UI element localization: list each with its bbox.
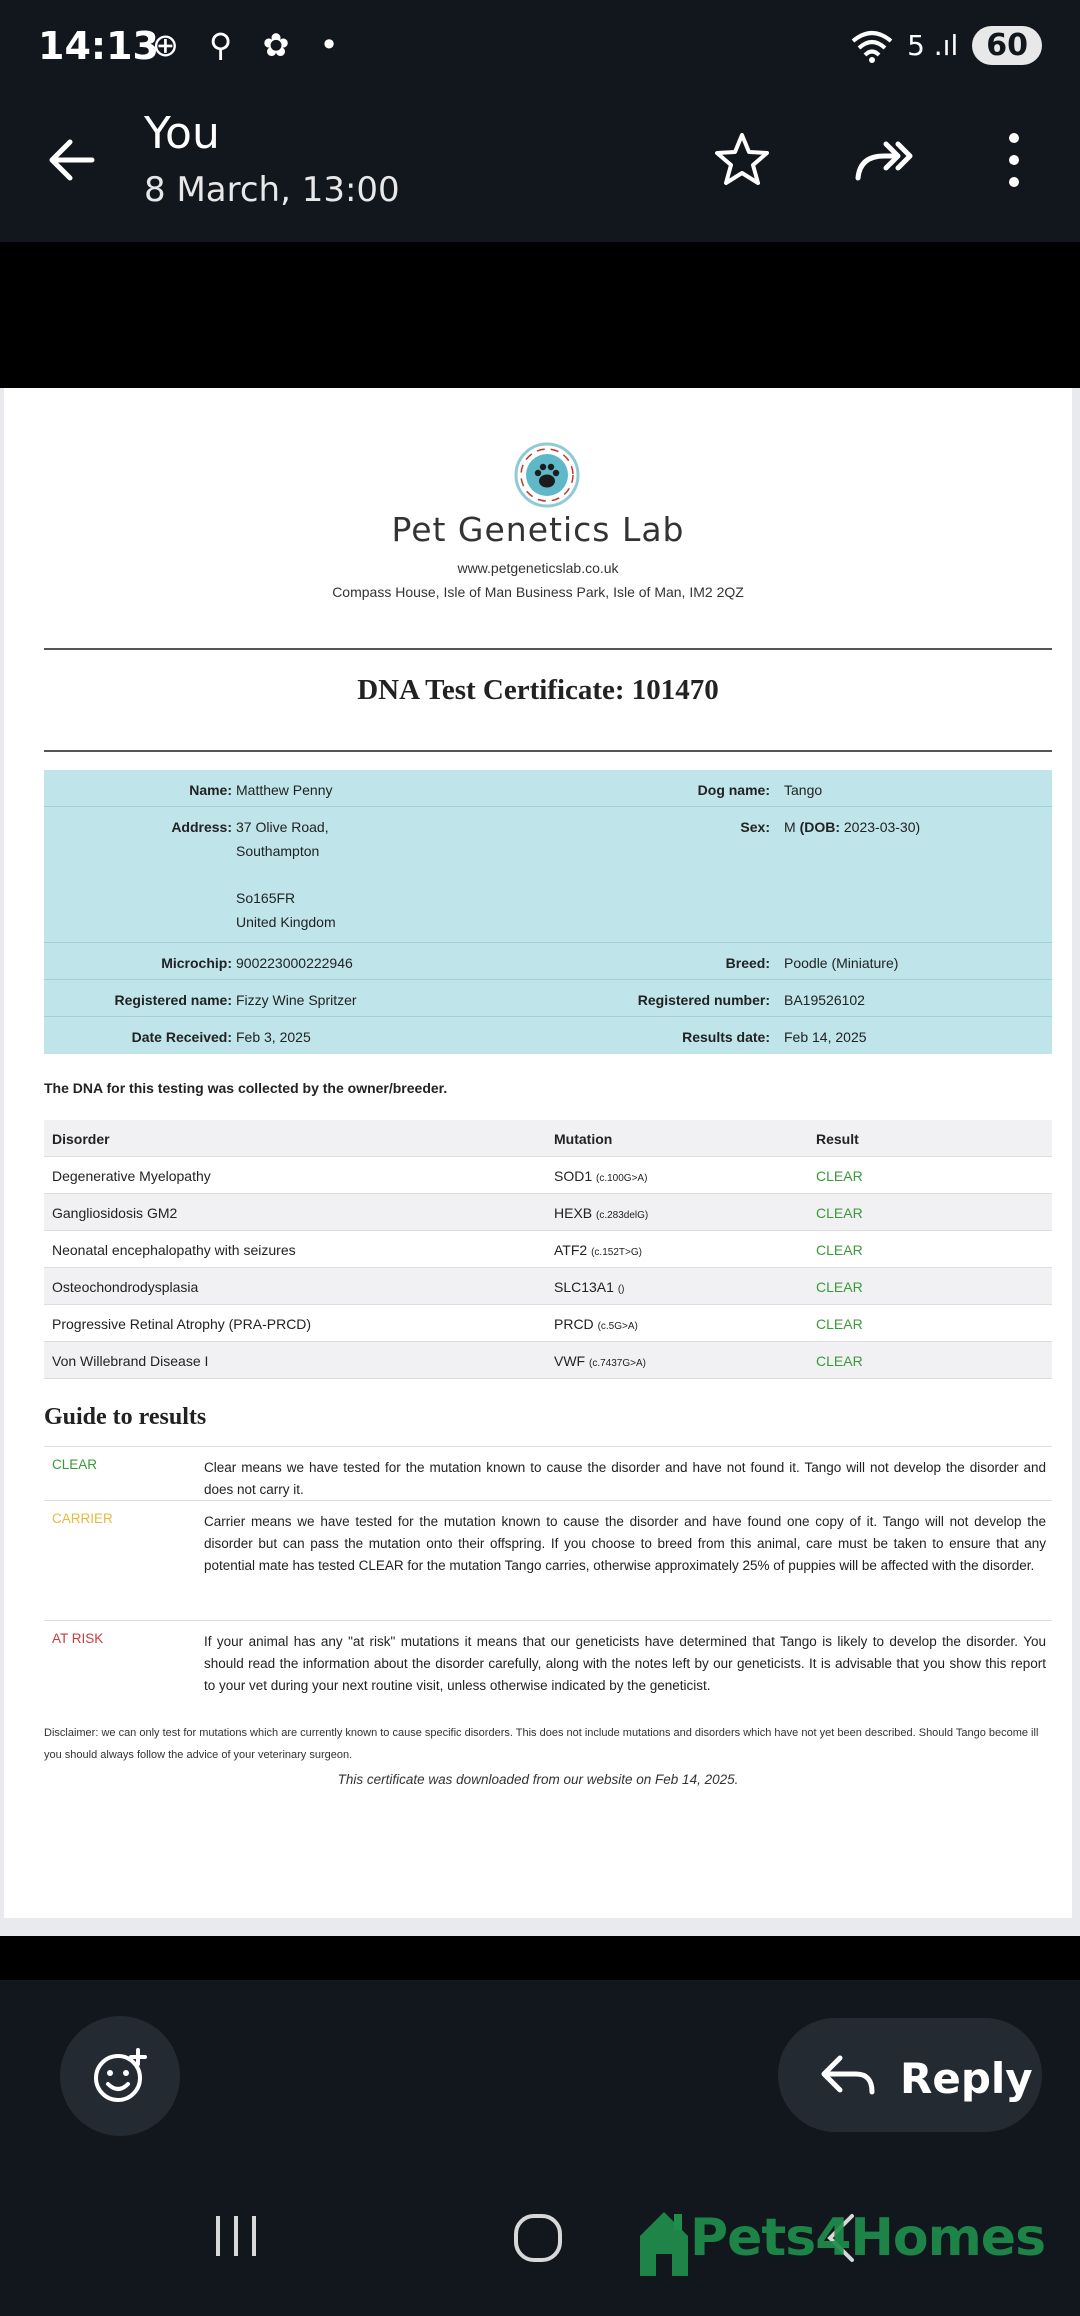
disorder-name: Progressive Retinal Atrophy (PRA-PRCD) (52, 1316, 312, 1332)
table-row (44, 1194, 1052, 1231)
result-badge: CLEAR (816, 1279, 863, 1295)
divider (44, 750, 1052, 752)
guide-term: CARRIER (52, 1511, 113, 1526)
date-received: Feb 3, 2025 (236, 1029, 311, 1045)
address-line: 37 Olive Road, (236, 819, 329, 835)
variant: (c.100G>A) (596, 1173, 648, 1184)
guide-term: CLEAR (52, 1457, 98, 1472)
info-row-name (44, 770, 1052, 807)
address-line: United Kingdom (236, 914, 336, 930)
collection-note: The DNA for this testing was collected by the owner/breeder. (44, 1080, 448, 1096)
result-badge: CLEAR (816, 1205, 863, 1221)
dog-name-label: Dog name: (697, 782, 770, 798)
house-logo-icon (636, 2206, 692, 2278)
guide-description: Carrier means we have tested for the mutation known to cause the disorder and have found one copy of it. Tango will not develop the disorder but can pass the mutation onto their offspring. If you choose to breed from this animal, care must be taken to ensure that any potential mate has tested CLEAR for the mutation Tango carries, otherwise approximately 25% of puppies will be affected with the disorder. (204, 1514, 1046, 1573)
disorder-name: Degenerative Myelopathy (52, 1168, 211, 1184)
breed-label: Breed: (725, 955, 770, 971)
variant: (c.5G>A) (597, 1321, 638, 1332)
microchip-value: 900223000222946 (236, 955, 353, 971)
disclaimer: Disclaimer: we can only test for mutations which are currently known to cause specific disorders. This does not include mutations and disorders which have not yet been described. Should Tango become ill you should always follow the advice of your veterinary surgeon. (44, 1727, 1039, 1761)
microchip-label: Microchip: (161, 955, 232, 971)
mutation (554, 1205, 648, 1221)
disorder-name: Von Willebrand Disease I (52, 1353, 209, 1369)
guide-description: Clear means we have tested for the mutation known to cause the disorder and have not found it. Tango will not develop the disorder and does not carry it. (204, 1460, 1046, 1497)
result-badge: CLEAR (816, 1242, 863, 1258)
wifi-icon (851, 29, 893, 63)
mutation (554, 1353, 646, 1369)
guide-row-clear (44, 1446, 1052, 1500)
disorder-name: Neonatal encephalopathy with seizures (52, 1242, 296, 1258)
gene: VWF (554, 1353, 586, 1369)
status-right (851, 26, 1042, 65)
owner-info-box (44, 770, 1052, 1054)
variant: (c.283delG) (596, 1210, 649, 1221)
registered-name: Fizzy Wine Spritzer (236, 992, 357, 1008)
guide-row-at-risk (44, 1620, 1052, 1702)
guide-term: AT RISK (52, 1631, 104, 1646)
results-table (44, 1120, 1052, 1379)
battery-indicator: 60 (972, 26, 1042, 65)
sender-name: You (144, 108, 220, 159)
table-row (44, 1342, 1052, 1379)
info-row-registered (44, 980, 1052, 1017)
reply-arrow-icon (818, 2052, 878, 2098)
gene: ATF2 (554, 1242, 588, 1258)
info-row-address (44, 807, 1052, 943)
home-icon[interactable] (512, 2212, 564, 2264)
variant: (c.7437G>A) (589, 1358, 646, 1369)
viewer-bottom-letterbox (0, 1936, 1080, 1980)
signal-icon: 5 .ıl (907, 29, 959, 62)
add-reaction-icon (60, 2016, 180, 2136)
gene: SOD1 (554, 1168, 593, 1184)
mutation (554, 1279, 625, 1295)
sex-value: M (784, 819, 796, 835)
column-header: Disorder (52, 1131, 110, 1147)
variant: (c.152T>G) (591, 1247, 642, 1258)
guide-description: If your animal has any "at risk" mutations it means that our geneticists have determined that Tango is likely to develop the disorder. You should read the information about the disorder carefully, along with the notes left by our geneticists. It is advisable that you show this report to your vet during your next routine visit, unless otherwise indicated by the geneticist. (204, 1634, 1046, 1693)
certificate-title: DNA Test Certificate: 101470 (357, 674, 719, 706)
name-label: Name: (189, 782, 232, 798)
guide-title: Guide to results (44, 1404, 207, 1430)
address-line: Southampton (236, 843, 320, 859)
sex-dob (784, 819, 920, 835)
results-date-label: Results date: (682, 1029, 770, 1045)
reply-label: Reply (900, 2054, 1033, 2103)
disorder-name: Gangliosidosis GM2 (52, 1205, 178, 1221)
react-button[interactable] (60, 2016, 180, 2136)
lab-name: Pet Genetics Lab (391, 510, 685, 549)
message-date: 8 March, 13:00 (144, 170, 400, 210)
status-time: 14:13 (38, 24, 159, 68)
mutation (554, 1242, 642, 1258)
more-options-icon[interactable] (996, 130, 1032, 190)
result-badge: CLEAR (816, 1168, 863, 1184)
breed-value: Poodle (Miniature) (784, 955, 899, 971)
watermark-text: Pets4Homes (690, 2208, 1046, 2268)
gene: SLC13A1 (554, 1279, 614, 1295)
table-row (44, 1268, 1052, 1305)
result-badge: CLEAR (816, 1353, 863, 1369)
info-row-microchip (44, 943, 1052, 980)
owner-name: Matthew Penny (236, 782, 333, 798)
recent-apps-icon[interactable] (212, 2212, 260, 2260)
info-row-dates (44, 1017, 1052, 1054)
address-label: Address: (171, 819, 232, 835)
viewer-header (0, 100, 1080, 242)
gene: HEXB (554, 1205, 593, 1221)
registered-number-label: Registered number: (637, 992, 770, 1008)
table-row (44, 1157, 1052, 1194)
registered-name-label: Registered name: (114, 992, 232, 1008)
dob-value: 2023-03-30) (843, 819, 921, 835)
paw-logo-icon (512, 440, 582, 510)
column-header: Result (816, 1131, 859, 1147)
lab-address: Compass House, Isle of Man Business Park, Isle of Man, IM2 2QZ (332, 584, 744, 600)
viewer-top-letterbox (0, 242, 1080, 388)
reply-button[interactable] (778, 2018, 1042, 2132)
date-received-label: Date Received: (131, 1029, 232, 1045)
download-note: This certificate was downloaded from our website on Feb 14, 2025. (337, 1772, 739, 1787)
dob-label: (DOB: (799, 819, 840, 835)
certificate-page (4, 388, 1072, 1918)
table-row (44, 1305, 1052, 1342)
gene: PRCD (554, 1316, 594, 1332)
sex-label: Sex: (740, 819, 770, 835)
bottom-bar (0, 1980, 1080, 2316)
disorder-name: Osteochondrodysplasia (52, 1279, 199, 1295)
address-line: So165FR (236, 890, 296, 906)
column-header: Mutation (554, 1131, 613, 1147)
status-bar (0, 0, 1080, 100)
forward-all-icon[interactable] (852, 132, 918, 188)
results-date: Feb 14, 2025 (784, 1029, 867, 1045)
registered-number: BA19526102 (784, 992, 865, 1008)
watermark (636, 2202, 1046, 2282)
document-viewer[interactable] (0, 388, 1080, 1936)
result-badge: CLEAR (816, 1316, 863, 1332)
lab-website: www.petgeneticslab.co.uk (457, 560, 619, 576)
table-header-row (44, 1120, 1052, 1157)
mutation (554, 1168, 647, 1184)
notification-icons: ⊕ ⚲ ✿ • (152, 26, 349, 64)
mutation (554, 1316, 638, 1332)
back-arrow-icon[interactable] (40, 128, 104, 192)
table-row (44, 1231, 1052, 1268)
variant: () (617, 1284, 625, 1295)
guide-row-carrier (44, 1500, 1052, 1620)
star-icon[interactable] (712, 130, 772, 190)
divider (44, 648, 1052, 650)
dog-name: Tango (784, 782, 823, 798)
